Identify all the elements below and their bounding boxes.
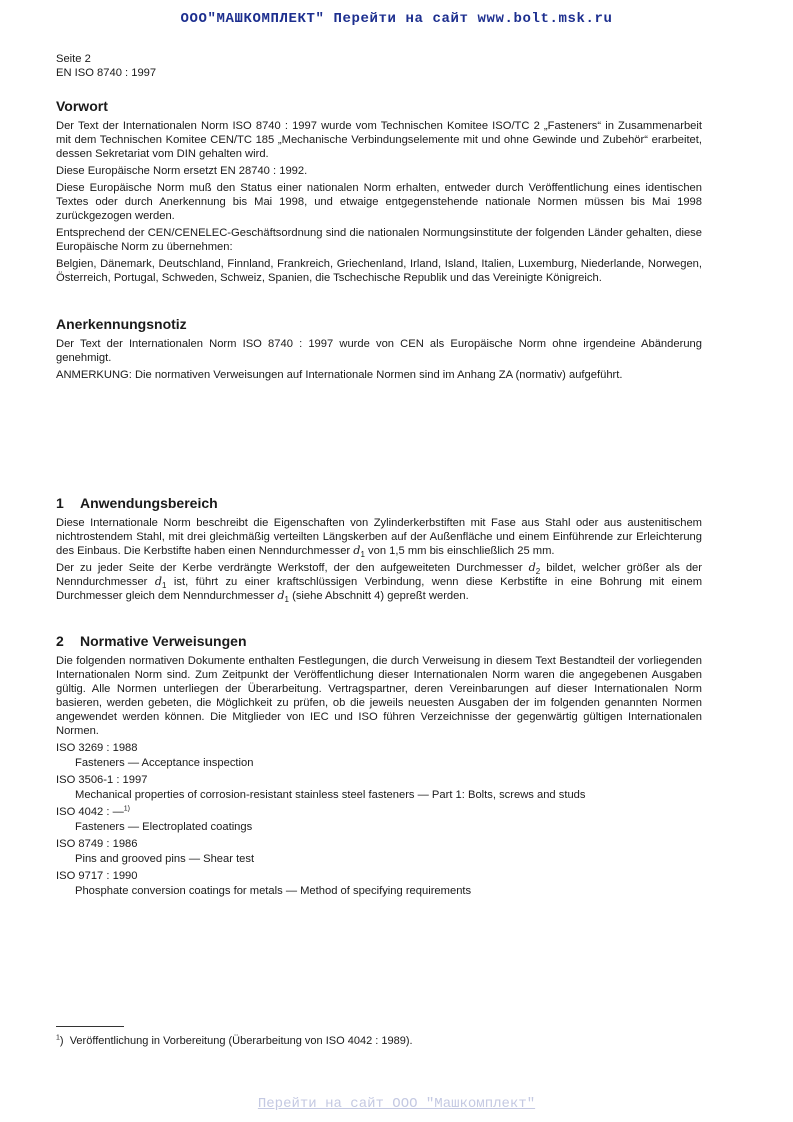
section-vorwort — [56, 98, 702, 288]
vorwort-heading: Vorwort — [56, 98, 108, 114]
section-1-number: 1 — [56, 495, 64, 511]
reference-title: Phosphate conversion coatings for metals — Method of specifying requirements — [75, 885, 472, 897]
reference-item — [56, 805, 702, 834]
section-2-number: 2 — [56, 633, 64, 649]
reference-code: ISO 9717 : 1990 — [56, 870, 138, 882]
reference-code: ISO 3269 : 1988 — [56, 742, 138, 754]
vorwort-paragraph-3: Diese Europäische Norm muß den Status einer nationalen Norm erhalten, entweder durch Veröffentlichung eines identischen Textes oder durch Anerkennung bis Mai 1998, und etwaige entgegenstehende nationale Normen müssen bis Mai 1998 zurückgezogen werden. — [56, 182, 702, 222]
vorwort-paragraph-1: Der Text der Internationalen Norm ISO 8740 : 1997 wurde vom Technischen Komitee ISO/TC 2 „Fasteners“ in Zusammenarbeit mit dem Technischen Komitee CEN/TC 185 „Mechanische Verbindungselemente mit und ohne Gewinde und Zubehör“ erarbeitet, dessen Sekretariat vom DIN gehalten wird. — [56, 120, 702, 160]
reference-item — [56, 837, 702, 866]
document-body — [56, 52, 703, 897]
vorwort-paragraph-5: Belgien, Dänemark, Deutschland, Finnland, Frankreich, Griechenland, Irland, Island, Italien, Luxemburg, Niederlande, Norwegen, Österreich, Portugal, Schweden, Schweiz, Spanien, die Tschechische Republik und das Vereinigte Königreich. — [56, 258, 702, 284]
standard-id: EN ISO 8740 : 1997 — [56, 67, 157, 79]
reference-item — [56, 869, 702, 898]
section-2-heading — [56, 633, 702, 649]
section-normative-verweisungen — [56, 633, 702, 901]
reference-item — [56, 741, 702, 770]
reference-title: Fasteners — Acceptance inspection — [75, 757, 254, 769]
section-anwendungsbereich — [56, 495, 702, 606]
reference-list — [56, 741, 702, 898]
section-2-paragraph: Die folgenden normativen Dokumente enthalten Festlegungen, die durch Verweisung in diesem Text Bestandteil der vorliegenden Internationalen Norm sind. Zum Zeitpunkt der Veröffentlichung dieser Internationalen Norm waren die angegebenen Ausgaben gültig. Alle Normen unterliegen der Überarbeitung. Vertragspartner, deren Vereinbarungen auf dieser Internationalen Norm basieren, werden gebeten, die Möglichkeit zu prüfen, ob die jeweils neuesten Ausgaben der im folgenden genannten Normen angewendet werden können. Die Mitglieder von IEC und ISO führen Verzeichnisse der gegenwärtig gültigen Internationalen Normen. — [56, 655, 702, 737]
footnote-divider — [56, 1026, 124, 1027]
footnote-reference: 1) — [123, 805, 131, 813]
anerkennung-paragraph-1: Der Text der Internationalen Norm ISO 8740 : 1997 wurde von CEN als Europäische Norm ohne irgendeine Abänderung genehmigt. — [56, 338, 702, 364]
footnote-text: Veröffentlichung in Vorbereitung (Überarbeitung von ISO 4042 : 1989). — [69, 1035, 413, 1047]
page-number: Seite 2 — [56, 53, 91, 65]
reference-title: Mechanical properties of corrosion-resistant stainless steel fasteners — Part 1: Bolts, screws and studs — [75, 789, 586, 801]
section-2-title: Normative Verweisungen — [80, 633, 247, 649]
bottom-site-link[interactable]: Перейти на сайт ООО "Машкомплект" — [257, 1096, 536, 1112]
footnote-mark: 1 — [56, 1034, 60, 1042]
reference-item — [56, 773, 702, 802]
anerkennung-heading: Anerkennungsnotiz — [56, 316, 187, 332]
vorwort-paragraph-4: Entsprechend der CEN/CENELEC-Geschäftsordnung sind die nationalen Normungsinstitute der folgenden Länder gehalten, diese Europäische Norm zu übernehmen: — [56, 227, 702, 253]
section-anerkennungsnotiz — [56, 316, 702, 385]
anerkennung-note: ANMERKUNG: Die normativen Verweisungen auf Internationale Normen sind im Anhang ZA (normativ) aufgeführt. — [56, 369, 623, 381]
reference-code: ISO 3506-1 : 1997 — [56, 774, 148, 786]
top-banner-link[interactable]: ООО"МАШКОМПЛЕКТ" Перейти на сайт www.bolt.msk.ru — [180, 11, 613, 27]
page-header — [56, 52, 702, 80]
vorwort-paragraph-2: Diese Europäische Norm ersetzt EN 28740 : 1992. — [56, 165, 308, 177]
section-1-paragraph-1: Diese Internationale Norm beschreibt die Eigenschaften von Zylinderkerbstiften mit Fase aus Stahl oder aus austenitischem nichtrostendem Stahl, mit drei gleichmäßig verteilten Längskerben auf der Außenfläche und einem Einführende zur Erleichterung des Einbaus. Die Kerbstifte haben einen Nenndurchmesser $d_1$ von 1,5 mm bis einschließlich 25 mm. — [56, 517, 702, 560]
reference-title: Fasteners — Electroplated coatings — [75, 821, 253, 833]
footnote: $^1$) Veröffentlichung in Vorbereitung (Überarbeitung von ISO 4042 : 1989). — [56, 1034, 413, 1047]
section-1-heading — [56, 495, 702, 511]
section-1-title: Anwendungsbereich — [80, 495, 218, 511]
reference-code: ISO 4042 : —$^{1)}$ — [56, 805, 131, 818]
section-1-paragraph-2: Der zu jeder Seite der Kerbe verdrängte Werkstoff, der den aufgeweiteten Durchmesser $d_2$ bildet, welcher größer als der Nenndurchmesser $d_1$ ist, führt zu einer kraftschlüssigen Verbindung, wenn diese Kerbstifte in eine Bohrung mit einem Durchmesser gleich dem Nenndurchmesser $d_1$ (siehe Abschnitt 4) gepreßt werden. — [56, 561, 703, 605]
reference-title: Pins and grooved pins — Shear test — [75, 853, 255, 865]
reference-code: ISO 8749 : 1986 — [56, 838, 138, 850]
